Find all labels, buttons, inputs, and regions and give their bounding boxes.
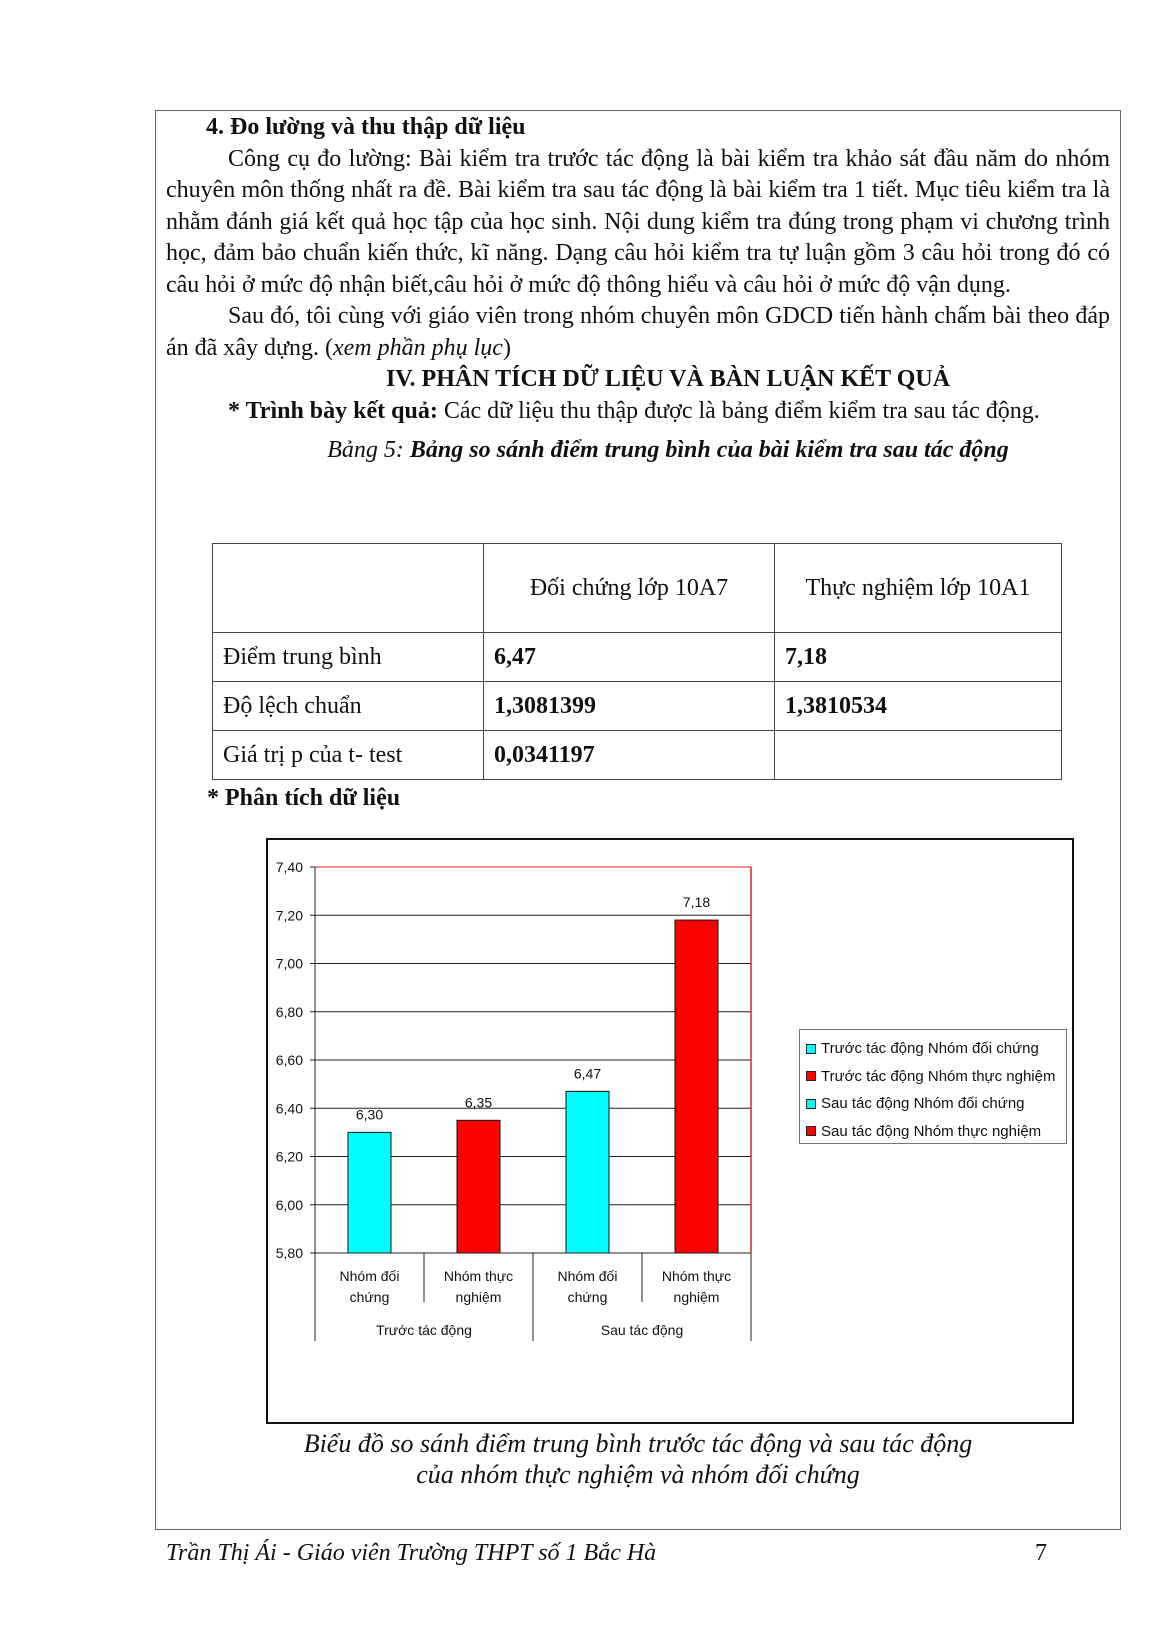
x-category-label: Nhóm đối	[557, 1268, 618, 1284]
legend-swatch	[806, 1044, 816, 1054]
legend-label: Sau tác động Nhóm thực nghiệm	[821, 1122, 1042, 1140]
x-category-label: chứng	[567, 1289, 608, 1305]
x-category-label: Nhóm thực	[443, 1268, 514, 1284]
x-category-label: chứng	[349, 1289, 390, 1305]
section-4-paragraph-1: Công cụ đo lường: Bài kiểm tra trước tác động là bài kiểm tra khảo sát đầu năm do nhóm chuyên môn thống nhất ra đề. Bài kiểm tra sau tác động là bài kiểm tra 1 tiết. Mục tiêu kiểm tra là nhằm đánh giá kết quả học tập của học sinh. Nội dung kiểm tra đúng trong phạm vi chương trình học, đảm bảo chuẩn kiến thức, kĩ năng. Dạng câu hỏi kiểm tra tự luận gồm 3 câu hỏi trong đó có câu hỏi ở mức độ nhận biết,câu hỏi ở mức độ thông hiểu và câu hỏi ở mức độ vận dụng.	[166, 145, 1110, 298]
y-tick-label: 6,40	[275, 1100, 303, 1117]
bar-value-label: 6,30	[355, 1106, 384, 1123]
x-group-label: Sau tác động	[600, 1322, 684, 1338]
row-experimental-value	[775, 731, 1062, 780]
table-header-experimental: Thực nghiệm lớp 10A1	[775, 544, 1062, 633]
table-caption-prefix: Bảng 5	[327, 437, 396, 463]
bar	[457, 1120, 500, 1253]
para2-text: Sau đó, tôi cùng với giáo viên trong nhóm chuyên môn GDCD tiến hành chấm bài theo đáp án đã xây dựng. (	[166, 303, 1110, 361]
row-experimental-value: 7,18	[775, 633, 1062, 682]
page-number: 7	[1035, 1540, 1047, 1566]
table-row	[213, 633, 1062, 682]
row-control-value: 6,47	[484, 633, 775, 682]
chart-caption	[166, 1428, 1110, 1490]
y-tick-label: 6,20	[275, 1148, 303, 1165]
table-caption: Bảng 5: Bảng so sánh điểm trung bình của bài kiểm tra sau tác động	[327, 437, 1009, 463]
footer-author: Trần Thị Ái - Giáo viên Trường THPT số 1 Bắc Hà	[166, 1540, 657, 1566]
x-category-label: nghiệm	[455, 1289, 502, 1305]
row-label: Điểm trung bình	[213, 633, 484, 682]
chart-caption-line-1: Biểu đồ so sánh điểm trung bình trước tác động và sau tác động	[303, 1429, 973, 1458]
bar-value-label: 7,18	[682, 894, 711, 911]
bar-chart	[266, 838, 1074, 1424]
row-label: Độ lệch chuẩn	[213, 682, 484, 731]
section-4-heading: 4. Đo lường và thu thập dữ liệu	[206, 114, 526, 140]
x-group-label: Trước tác động	[376, 1322, 472, 1338]
table-caption-title: Bảng so sánh điểm trung bình của bài kiểm tra sau tác động	[409, 437, 1009, 463]
chart-legend	[799, 1029, 1067, 1144]
legend-swatch	[806, 1099, 816, 1109]
legend-label: Trước tác động Nhóm đối chứng	[821, 1040, 1039, 1057]
bar	[675, 920, 718, 1253]
section-4-paragraph-2	[166, 301, 1110, 364]
chart-caption-line-2: của nhóm thực nghiệm và nhóm đối chứng	[416, 1460, 860, 1489]
y-tick-label: 6,00	[275, 1196, 303, 1213]
comparison-table	[212, 543, 1062, 780]
bar-value-label: 6,35	[464, 1094, 493, 1111]
legend-item	[806, 1118, 1066, 1146]
legend-swatch	[806, 1126, 816, 1136]
table-row	[213, 682, 1062, 731]
bar	[566, 1091, 609, 1253]
bar	[348, 1132, 391, 1253]
legend-label: Sau tác động Nhóm đối chứng	[821, 1095, 1025, 1112]
y-tick-label: 5,80	[275, 1245, 303, 1261]
legend-label: Trước tác động Nhóm thực nghiệm	[821, 1067, 1056, 1085]
row-label: Giá trị p của t- test	[213, 731, 484, 780]
appendix-reference: xem phần phụ lục	[332, 334, 503, 361]
y-tick-label: 7,20	[275, 907, 303, 924]
y-tick-label: 6,80	[275, 1003, 303, 1020]
table-row	[213, 731, 1062, 780]
x-category-label: Nhóm thực	[661, 1268, 732, 1284]
body-text	[166, 112, 1110, 467]
result-text: Các dữ liệu thu thập được là bảng điểm kiểm tra sau tác động.	[437, 397, 1040, 424]
y-tick-label: 6,60	[275, 1052, 303, 1068]
legend-item	[806, 1090, 1066, 1118]
y-tick-label: 7,40	[275, 859, 303, 875]
para2-end: )	[502, 334, 511, 361]
bar-value-label: 6,47	[573, 1065, 602, 1082]
x-category-label: nghiệm	[673, 1289, 720, 1305]
y-tick-label: 7,00	[275, 955, 303, 972]
legend-swatch	[806, 1071, 816, 1081]
row-control-value: 1,3081399	[484, 682, 775, 731]
legend-item	[806, 1035, 1066, 1063]
table-header-control: Đối chứng lớp 10A7	[484, 544, 775, 633]
table-header-empty	[213, 544, 484, 633]
row-experimental-value: 1,3810534	[775, 682, 1062, 731]
row-control-value: 0,0341197	[484, 731, 775, 780]
analysis-heading: * Phân tích dữ liệu	[207, 785, 401, 811]
section-iv-heading: IV. PHÂN TÍCH DỮ LIỆU VÀ BÀN LUẬN KẾT QUẢ	[385, 366, 951, 392]
result-paragraph	[166, 396, 1110, 428]
x-category-label: Nhóm đối	[339, 1268, 400, 1284]
result-label: * Trình bày kết quả:	[228, 397, 438, 424]
table-header-row	[213, 544, 1062, 633]
legend-item	[806, 1063, 1066, 1091]
